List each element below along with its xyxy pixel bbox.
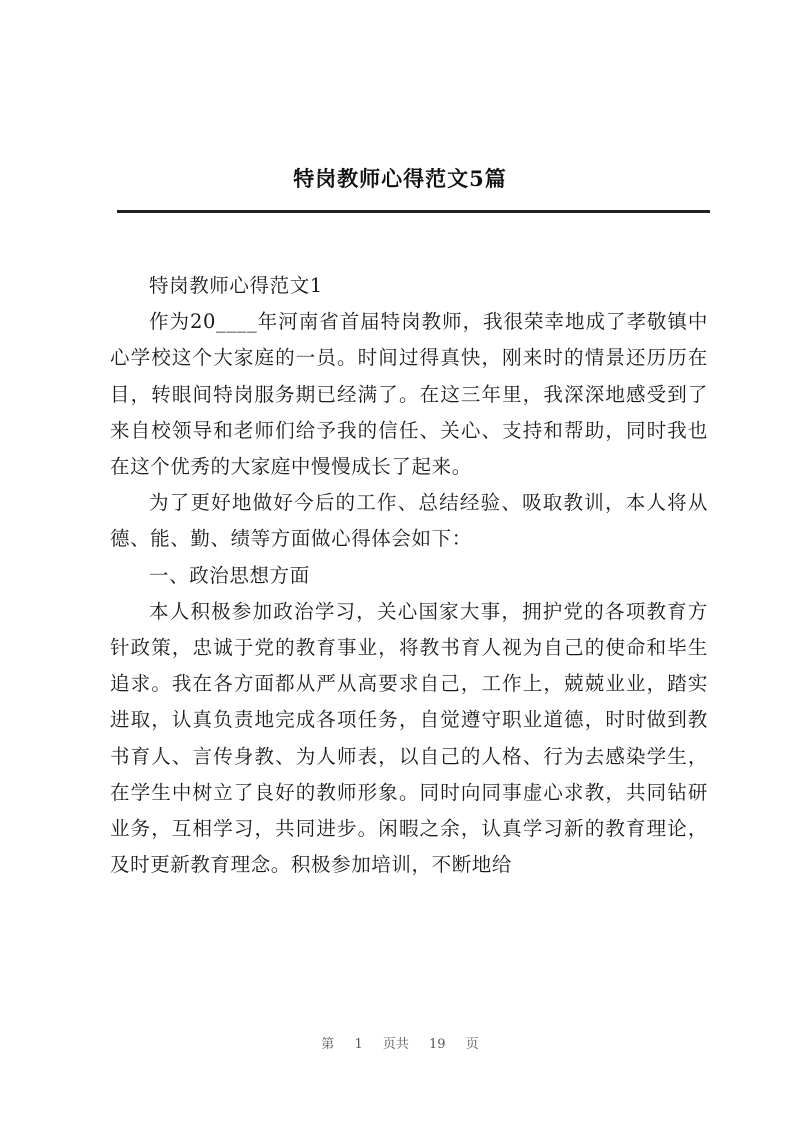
- section-heading: 特岗教师心得范文1: [149, 274, 323, 297]
- footer-suffix: 页: [465, 1037, 479, 1052]
- title-underline: [117, 210, 710, 213]
- document-body: [110, 268, 708, 883]
- body-paragraph: 本人积极参加政治学习，关心国家大事，拥护党的各项教育方针政策，忠诚于党的教育事业，将教书育人视为自己的使命和毕生追求。我在各方面都从严从高要求自己，工作上，兢兢业业，踏实进取，认真负责地完成各项任务，自觉遵守职业道德，时时做到教书育人、言传身教、为人师表，以自己的人格、行为去感染学生，在学生中树立了良好的教师形象。同时向同事虚心求教，共同钻研业务，互相学习，共同进步。闲暇之余，认真学习新的教育理论，及时更新教育理念。积极参加培训，不断地给: [110, 599, 708, 877]
- subsection-heading: 一、政治思想方面: [149, 563, 310, 587]
- footer-prefix: 第: [321, 1037, 335, 1052]
- page-footer: [0, 1033, 800, 1052]
- footer-current-page: 1: [354, 1037, 363, 1052]
- footer-total-pages: 19: [429, 1037, 446, 1052]
- body-paragraph: 作为20____年河南省首届特岗教师，我很荣幸地成了孝敬镇中心学校这个大家庭的一员。时间过得真快，刚来时的情景还历历在目，转眼间特岗服务期已经满了。在这三年里，我深深地感受到了来自校领导和老师们给予我的信任、关心、支持和帮助，同时我也在这个优秀的大家庭中慢慢成长了起来。: [110, 310, 708, 479]
- footer-mid: 页共: [382, 1037, 409, 1052]
- document-title: 特岗教师心得范文5篇: [293, 166, 507, 191]
- body-paragraph: 为了更好地做好今后的工作、总结经验、吸取教训，本人将从德、能、勤、绩等方面做心得体会如下：: [110, 491, 708, 551]
